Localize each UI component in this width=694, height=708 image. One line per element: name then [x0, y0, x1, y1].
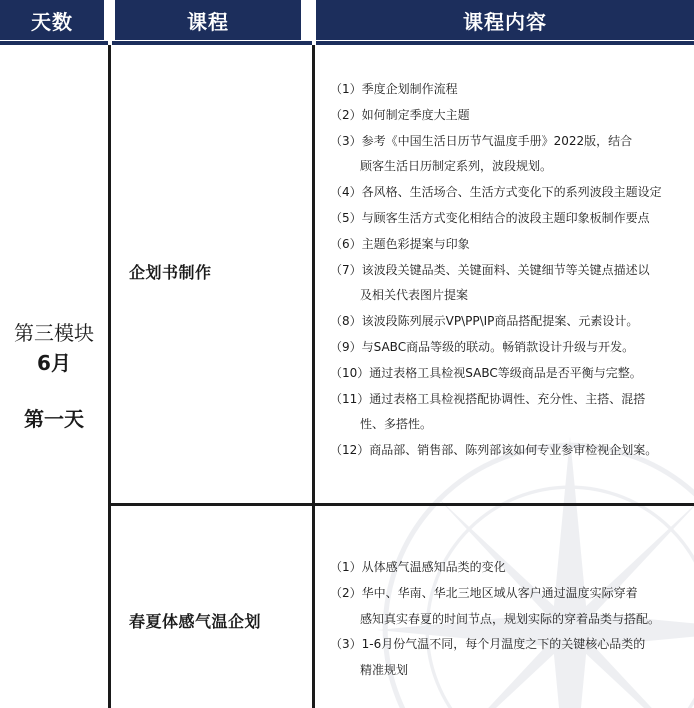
list-item: （12）商品部、销售部、陈列部该如何专业参审检视企划案。: [330, 443, 658, 458]
list-item: （10）通过表格工具检视SABC等级商品是否平衡与完整。: [330, 365, 642, 380]
header-content: 课程内容: [316, 0, 694, 40]
header-days: 天数: [0, 0, 104, 40]
course-name: 企划书制作: [129, 263, 212, 282]
day-cell: [0, 320, 108, 434]
list-item: （4）各风格、生活场合、生活方式变化下的系列波段主题设定: [330, 185, 662, 200]
column-divider-right: [312, 45, 315, 708]
list-item: 精准规划: [360, 663, 409, 678]
list-item: （7）该波段关键品类、关键面料、关键细节等关键点描述以: [330, 262, 650, 277]
list-item: 性、多搭性。: [360, 417, 433, 432]
content-list: [330, 555, 694, 684]
list-item: （2）华中、华南、华北三地区域从客户通过温度实际穿着: [330, 585, 638, 600]
list-item: （1）季度企划制作流程: [330, 82, 458, 96]
header-underline: [0, 41, 694, 45]
header-course: 课程: [115, 0, 301, 40]
list-item: （3）参考《中国生活日历节气温度手册》2022版，结合: [330, 133, 633, 148]
list-item: （2）如何制定季度大主题: [330, 107, 470, 122]
list-item: （9）与SABC商品等级的联动。畅销款设计升级与开发。: [330, 339, 635, 354]
list-item: 顾客生活日历制定系列，波段规划。: [360, 159, 553, 174]
list-item: （8）该波段陈列展示VP\PP\IP商品搭配提案、元素设计。: [330, 314, 639, 329]
day-module: 第三模块: [14, 321, 94, 345]
list-item: 感知真实春夏的时间节点，规划实际的穿着品类与搭配。: [360, 611, 661, 626]
list-item: （5）与顾客生活方式变化相结合的波段主题印象板制作要点: [330, 210, 650, 225]
list-item: （3）1-6月份气温不同，每个月温度之下的关键核心品类的: [330, 637, 646, 652]
course-name: 春夏体感气温企划: [129, 612, 262, 631]
day-month: 6月: [37, 351, 71, 375]
list-item: （1）从体感气温感知品类的变化: [330, 560, 506, 574]
list-item: （11）通过表格工具检视搭配协调性、充分性、主搭、混搭: [330, 391, 646, 406]
row-divider: [108, 503, 694, 506]
column-divider-left: [108, 45, 111, 708]
content-list: [330, 77, 694, 464]
list-item: 及相关代表图片提案: [360, 288, 469, 303]
day-label: 第一天: [24, 407, 84, 431]
list-item: （6）主题色彩提案与印象: [330, 236, 470, 251]
